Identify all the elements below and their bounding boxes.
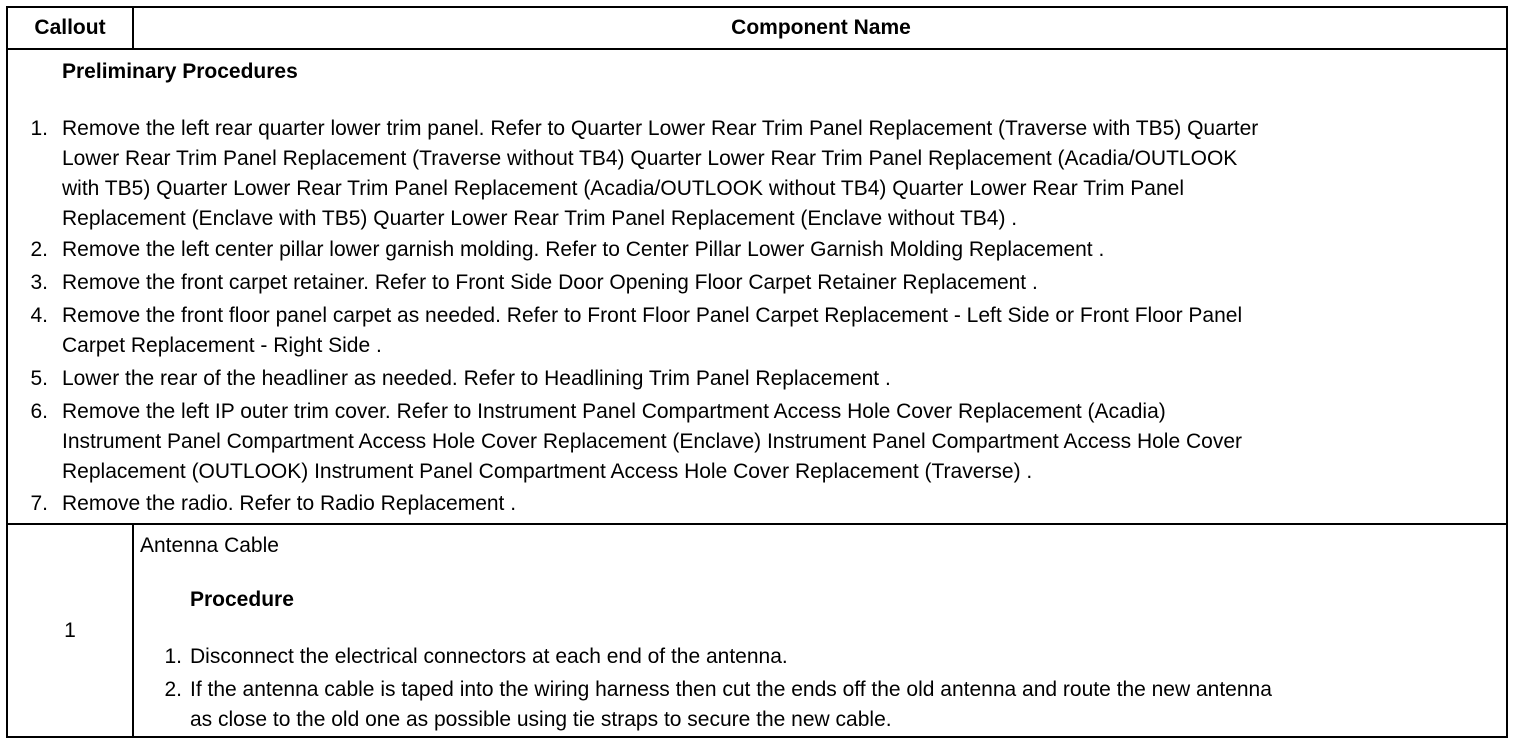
step-text-line: Remove the radio. Refer to Radio Replacement . xyxy=(62,492,517,515)
step-number: 2. xyxy=(30,238,48,261)
header-divider xyxy=(132,8,134,48)
step-text-line: Lower Rear Trim Panel Replacement (Traverse without TB4) Quarter Lower Rear Trim Panel Replacement (Acadia/OUTLOOK xyxy=(62,147,1238,170)
step-number: 2. xyxy=(164,678,182,701)
step-text-line: Instrument Panel Compartment Access Hole Cover Replacement (Enclave) Instrument Panel Compartment Access Hole Cover xyxy=(62,430,1242,453)
step-number: 4. xyxy=(30,304,48,327)
step-number: 5. xyxy=(30,367,48,390)
step-text-line: Disconnect the electrical connectors at each end of the antenna. xyxy=(190,645,788,668)
step-number: 1. xyxy=(164,645,182,668)
component-name: Antenna Cable xyxy=(140,534,279,557)
step-text-line: Remove the left IP outer trim cover. Refer to Instrument Panel Compartment Access Hole Cover Replacement (Acadia) xyxy=(62,400,1166,423)
step-text-line: Remove the left center pillar lower garnish molding. Refer to Center Pillar Lower Garnish Molding Replacement . xyxy=(62,238,1105,261)
step-text-line: If the antenna cable is taped into the wiring harness then cut the ends off the old antenna and route the new antenna xyxy=(190,678,1272,701)
header-component-name: Component Name xyxy=(731,16,911,39)
step-number: 1. xyxy=(30,117,48,140)
step-text-line: Carpet Replacement - Right Side . xyxy=(62,334,382,357)
step-text-line: Remove the front carpet retainer. Refer to Front Side Door Opening Floor Carpet Retainer Replacement . xyxy=(62,271,1038,294)
step-text-line: Replacement (Enclave with TB5) Quarter Lower Rear Trim Panel Replacement (Enclave without TB4) . xyxy=(62,207,1018,230)
step-number: 7. xyxy=(30,492,48,515)
row-divider xyxy=(132,523,134,738)
step-text-line: Remove the front floor panel carpet as needed. Refer to Front Floor Panel Carpet Replacement - Left Side or Front Floor Panel xyxy=(62,304,1243,327)
procedure-title: Procedure xyxy=(190,588,294,611)
step-number: 6. xyxy=(30,400,48,423)
header-callout: Callout xyxy=(34,16,106,39)
step-number: 3. xyxy=(30,271,48,294)
step-text-line: as close to the old one as possible using tie straps to secure the new cable. xyxy=(190,708,892,731)
header-rule xyxy=(8,48,1506,50)
step-text-line: Lower the rear of the headliner as needed. Refer to Headlining Trim Panel Replacement . xyxy=(62,367,891,390)
procedure-table xyxy=(6,6,1508,738)
callout-number: 1 xyxy=(64,618,76,642)
step-text-line: Replacement (OUTLOOK) Instrument Panel Compartment Access Hole Cover Replacement (Traverse) . xyxy=(62,460,1033,483)
step-text-line: Remove the left rear quarter lower trim panel. Refer to Quarter Lower Rear Trim Panel Replacement (Traverse with TB5) Quarter xyxy=(62,117,1259,140)
step-text-line: with TB5) Quarter Lower Rear Trim Panel Replacement (Acadia/OUTLOOK without TB4) Quarter Lower Rear Trim Panel xyxy=(62,177,1184,200)
preliminary-title: Preliminary Procedures xyxy=(62,60,298,83)
section-rule xyxy=(8,523,1506,525)
